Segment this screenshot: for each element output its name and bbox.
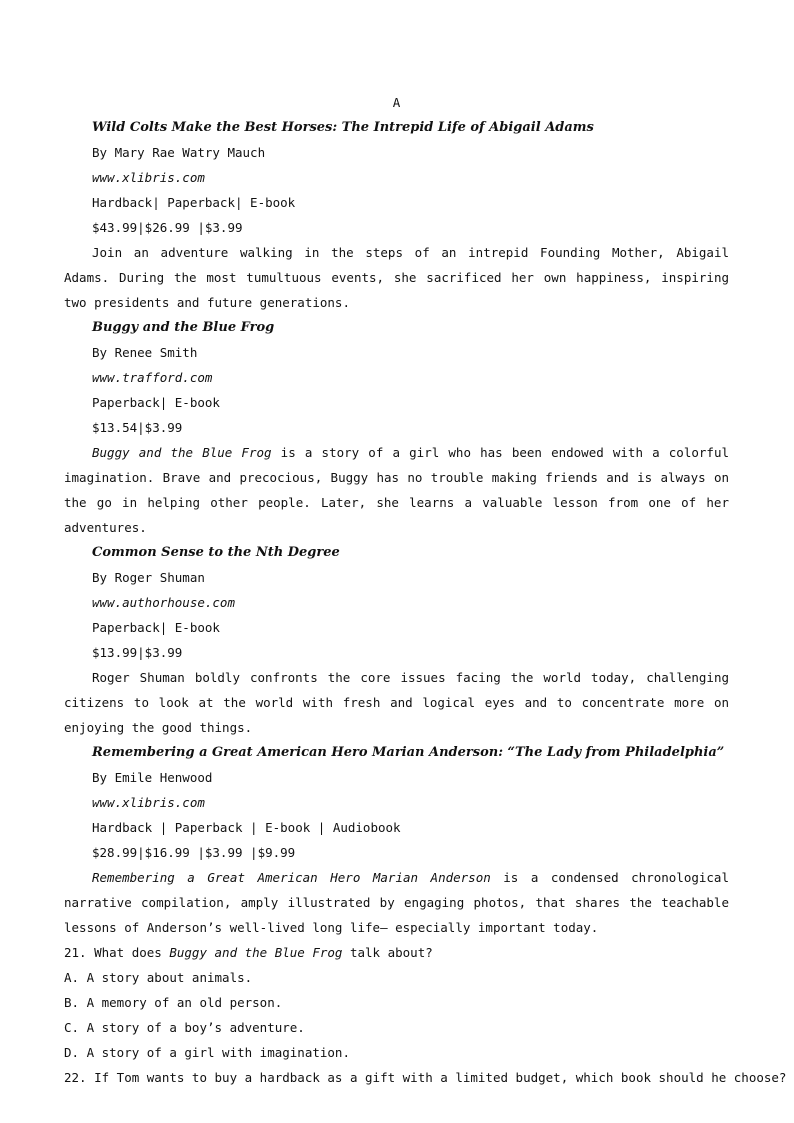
option-c: C. A story of a boy’s adventure.: [64, 1020, 305, 1035]
book-entry: [64, 540, 729, 740]
book-description: [64, 240, 729, 315]
book-formats: Hardback | Paperback | E-book | Audiobook: [92, 820, 401, 835]
book-formats: Paperback| E-book: [92, 620, 220, 635]
book-title: Remembering a Great American Hero Marian Anderson: “The Lady from Philadelphia”: [92, 745, 725, 760]
book-description: [64, 865, 729, 940]
question-text: 21. What does: [64, 945, 170, 960]
book-url: www.xlibris.com: [92, 170, 205, 185]
book-entry: [64, 740, 729, 940]
question-italic-title: Buggy and the Blue Frog: [169, 945, 343, 960]
question-22: 22. If Tom wants to buy a hardback as a gift with a limited budget, which book should he choose?: [64, 1070, 787, 1085]
option-a: A. A story about animals.: [64, 970, 253, 985]
book-prices: $13.54|$3.99: [92, 420, 183, 435]
book-description-text: Roger Shuman boldly confronts the core issues facing the world today, challenging citizens to look at the world with fresh and logical eyes and to concentrate more on enjoying the good things.: [64, 670, 729, 735]
book-url: www.trafford.com: [92, 370, 213, 385]
book-formats: Paperback| E-book: [92, 395, 220, 410]
book-description: [64, 665, 729, 740]
book-prices: $43.99|$26.99 |$3.99: [92, 220, 243, 235]
option-b: B. A memory of an old person.: [64, 995, 283, 1010]
book-prices: $28.99|$16.99 |$3.99 |$9.99: [92, 845, 296, 860]
book-description-lead: Buggy and the Blue Frog: [92, 445, 272, 460]
book-entry: [64, 115, 729, 315]
book-description-text: is a condensed chronological narrative compilation, amply illustrated by engaging photos, that shares the teachable lessons of Anderson’s well-lived long life— especially important today.: [64, 870, 729, 935]
question-21: [64, 940, 729, 965]
book-description-lead: Remembering a Great American Hero Marian Anderson: [92, 870, 491, 885]
book-description-text: Join an adventure walking in the steps of an intrepid Founding Mother, Abigail Adams. During the most tumultuous events, she sacrificed her own happiness, inspiring two presidents and future generations.: [64, 245, 729, 310]
book-description-text: is a story of a girl who has been endowed with a colorful imagination. Brave and precocious, Buggy has no trouble making friends and is always on the go in helping other people. Later, she learns a valuable lesson from one of her adventures.: [64, 445, 729, 535]
book-author: By Roger Shuman: [92, 570, 205, 585]
book-url: www.xlibris.com: [92, 795, 205, 810]
book-title: Common Sense to the Nth Degree: [92, 545, 340, 560]
option-d: D. A story of a girl with imagination.: [64, 1045, 350, 1060]
book-title: Wild Colts Make the Best Horses: The Intrepid Life of Abigail Adams: [92, 120, 594, 135]
book-author: By Renee Smith: [92, 345, 198, 360]
book-description: [64, 440, 729, 540]
book-author: By Mary Rae Watry Mauch: [92, 145, 266, 160]
book-title: Buggy and the Blue Frog: [92, 320, 275, 335]
question-text: talk about?: [342, 945, 433, 960]
book-url: www.authorhouse.com: [92, 595, 235, 610]
book-entry: [64, 315, 729, 540]
book-prices: $13.99|$3.99: [92, 645, 183, 660]
section-label: A: [392, 95, 401, 110]
book-formats: Hardback| Paperback| E-book: [92, 195, 296, 210]
book-author: By Emile Henwood: [92, 770, 213, 785]
document-page: [64, 90, 787, 1090]
